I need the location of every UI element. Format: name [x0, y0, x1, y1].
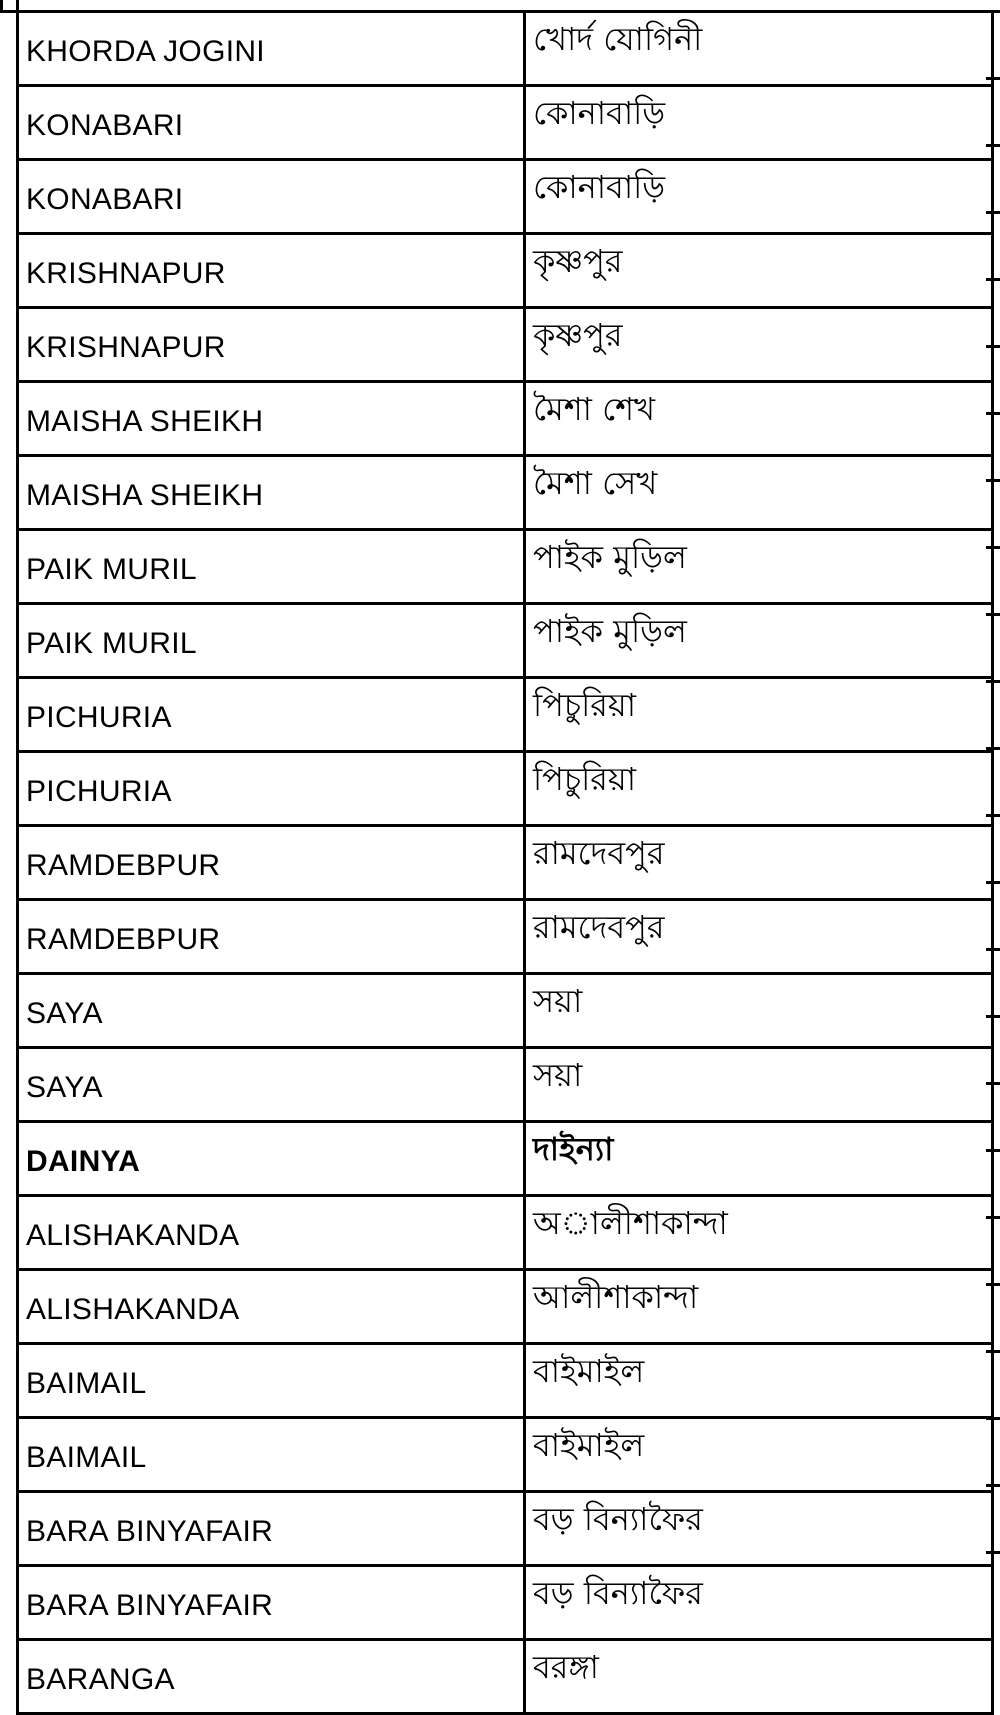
bengali-name-cell: অালীশাকান্দা — [525, 1196, 993, 1270]
english-name-cell: MAISHA SHEIKH — [18, 456, 525, 530]
row-border-stub — [986, 546, 1000, 549]
row-border-stub — [986, 747, 1000, 750]
row-border-stub — [986, 948, 1000, 951]
table-row — [18, 752, 993, 826]
english-name-cell: BARA BINYAFAIR — [18, 1566, 525, 1640]
row-border-stub — [986, 1015, 1000, 1018]
row-border-stub — [986, 1216, 1000, 1219]
english-name-cell: KHORDA JOGINI — [18, 12, 525, 86]
row-border-stub — [986, 479, 1000, 482]
table-row — [18, 382, 993, 456]
bengali-name-cell: সয়া — [525, 974, 993, 1048]
table-row — [18, 12, 993, 86]
row-border-stub — [986, 278, 1000, 281]
table-row — [18, 1048, 993, 1122]
english-name-cell: RAMDEBPUR — [18, 826, 525, 900]
row-border-stub — [986, 144, 1000, 147]
table-row — [18, 1640, 993, 1714]
row-border-stub — [986, 1484, 1000, 1487]
bengali-name-cell: মৈশা শেখ — [525, 382, 993, 456]
bengali-name-cell: মৈশা সেখ — [525, 456, 993, 530]
table-row — [18, 530, 993, 604]
english-name-cell: SAYA — [18, 974, 525, 1048]
english-name-cell: ALISHAKANDA — [18, 1196, 525, 1270]
row-border-stub — [986, 345, 1000, 348]
english-name-cell: BARA BINYAFAIR — [18, 1492, 525, 1566]
english-name-cell: BARANGA — [18, 1640, 525, 1714]
english-name-cell: KRISHNAPUR — [18, 308, 525, 382]
bengali-name-cell: দাইন্যা — [525, 1122, 993, 1196]
bengali-name-cell: রামদেবপুর — [525, 826, 993, 900]
row-border-stub — [986, 10, 1000, 13]
table-row — [18, 1344, 993, 1418]
row-border-stub — [986, 1417, 1000, 1420]
table-row — [18, 678, 993, 752]
table-row — [18, 234, 993, 308]
english-name-cell: SAYA — [18, 1048, 525, 1122]
row-border-stub — [986, 1283, 1000, 1286]
row-border-stub — [986, 680, 1000, 683]
bengali-name-cell: বাইমাইল — [525, 1418, 993, 1492]
row-border-stub — [986, 412, 1000, 415]
bengali-name-cell: কৃষ্ণপুর — [525, 308, 993, 382]
name-transliteration-table — [16, 10, 994, 1715]
table-row — [18, 308, 993, 382]
table-row — [18, 1492, 993, 1566]
table-row — [18, 1418, 993, 1492]
row-border-stub — [986, 211, 1000, 214]
bengali-name-cell: খোর্দ যোগিনী — [525, 12, 993, 86]
bengali-name-cell: বড় বিন্যাফৈর — [525, 1492, 993, 1566]
bengali-name-cell: কোনাবাড়ি — [525, 160, 993, 234]
right-edge-border-stubs — [986, 0, 1000, 1546]
bengali-name-cell: বরঙ্গা — [525, 1640, 993, 1714]
english-name-cell: PAIK MURIL — [18, 530, 525, 604]
english-name-cell: ALISHAKANDA — [18, 1270, 525, 1344]
english-name-cell: BAIMAIL — [18, 1418, 525, 1492]
english-name-cell: MAISHA SHEIKH — [18, 382, 525, 456]
bengali-name-cell: আলীশাকান্দা — [525, 1270, 993, 1344]
english-name-cell: KRISHNAPUR — [18, 234, 525, 308]
table-row — [18, 160, 993, 234]
english-name-cell: PICHURIA — [18, 752, 525, 826]
bengali-name-cell: পাইক মুড়িল — [525, 604, 993, 678]
table-row — [18, 456, 993, 530]
english-name-cell: KONABARI — [18, 160, 525, 234]
bengali-name-cell: বড় বিন্যাফৈর — [525, 1566, 993, 1640]
bengali-name-cell: বাইমাইল — [525, 1344, 993, 1418]
row-border-stub — [986, 613, 1000, 616]
table-row — [18, 1122, 993, 1196]
row-border-stub — [986, 1149, 1000, 1152]
table-row — [18, 86, 993, 160]
row-border-stub — [986, 1350, 1000, 1353]
bengali-name-cell: কৃষ্ণপুর — [525, 234, 993, 308]
table-row — [18, 826, 993, 900]
english-name-cell: RAMDEBPUR — [18, 900, 525, 974]
row-border-stub — [986, 881, 1000, 884]
bengali-name-cell: পাইক মুড়িল — [525, 530, 993, 604]
row-border-stub — [986, 814, 1000, 817]
bengali-name-cell: পিচুরিয়া — [525, 678, 993, 752]
english-name-cell: PAIK MURIL — [18, 604, 525, 678]
row-border-stub — [986, 77, 1000, 80]
bengali-name-cell: রামদেবপুর — [525, 900, 993, 974]
table-row — [18, 974, 993, 1048]
table-body — [18, 12, 993, 1714]
table-row — [18, 1270, 993, 1344]
english-name-cell: KONABARI — [18, 86, 525, 160]
table-row — [18, 1566, 993, 1640]
row-border-stub — [986, 1551, 1000, 1554]
english-name-cell: BAIMAIL — [18, 1344, 525, 1418]
english-name-cell: DAINYA — [18, 1122, 525, 1196]
table-row — [18, 604, 993, 678]
table-row — [18, 1196, 993, 1270]
english-name-cell: PICHURIA — [18, 678, 525, 752]
row-border-stub — [986, 1082, 1000, 1085]
bengali-name-cell: পিচুরিয়া — [525, 752, 993, 826]
bengali-name-cell: সয়া — [525, 1048, 993, 1122]
table-row — [18, 900, 993, 974]
bengali-name-cell: কোনাবাড়ি — [525, 86, 993, 160]
